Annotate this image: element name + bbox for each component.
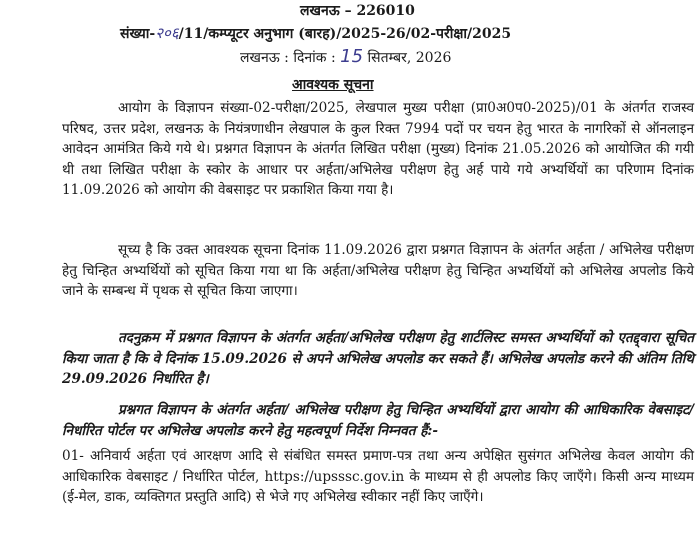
paragraph-4 xyxy=(62,400,694,441)
paragraph-5 xyxy=(62,446,694,508)
reference-suffix: /11/कम्प्यूटर अनुभाग (बारह)/2025-26/02-परीक्षा/2025 xyxy=(178,26,512,42)
date-suffix: सितम्बर, 2026 xyxy=(367,50,452,66)
paragraph-1-text: आयोग के विज्ञापन संख्या-02-परीक्षा/2025, लेखपाल मुख्य परीक्षा (प्रा0अ0प0-2025)/01 के अंतर्गत राजस्व परिषद, उत्तर प्रदेश, लखनऊ के नियंत्रणाधीन लेखपाल के कुल रिक्त 7994 पदों पर चयन हेतु भारत के नागरिकों से ऑनलाइन आवेदन आमंत्रित किये गये थे। प्रश्नगत विज्ञापन के अंतर्गत लिखित परीक्षा (मुख्य) दिनांक 21.05.2026 को आयोजित की गयी थी तथा लिखित परीक्षा के स्कोर के आधार पर अर्हता/अभिलेख परीक्षण हेतु अर्ह पाये गये अभ्यर्थियों का परिणाम दिनांक 11.09.2026 को आयोग की वेबसाइट पर प्रकाशित किया गया है। xyxy=(62,100,694,198)
paragraph-3 xyxy=(62,328,694,390)
city-pincode: लखनऊ – 226010 xyxy=(300,3,415,19)
paragraph-3-text: तदनुक्रम में प्रश्नगत विज्ञापन के अंतर्गत अर्हता/अभिलेख परीक्षण हेतु शार्टलिस्ट समस्त अभ्यर्थियों को एतद्द्वारा सूचित किया जाता है कि वे दिनांक 15.09.2026 से अपने अभिलेख अपलोड कर सकते हैं। अभिलेख अपलोड करने की अंतिम तिथि 29.09.2026 निर्धारित है। xyxy=(62,330,694,387)
issue-date xyxy=(240,48,451,67)
reference-number xyxy=(120,24,511,43)
paragraph-1 xyxy=(62,98,694,201)
reference-handwritten-number: २०६ xyxy=(155,24,179,42)
paragraph-2 xyxy=(62,240,694,302)
reference-prefix: संख्या- xyxy=(120,26,156,42)
notice-title: आवश्यक सूचना xyxy=(292,77,374,93)
date-label: लखनऊ : दिनांक : xyxy=(240,50,336,66)
paragraph-5-text: 01- अनिवार्य अर्हता एवं आरक्षण आदि से संबंधित समस्त प्रमाण-पत्र तथा अन्य अपेक्षित सुसंगत अभिलेख केवल आयोग की आधिकारिक वेबसाइट / निर्धारित पोर्टल, https://upsssc.gov.in के माध्यम से ही अपलोड किए जाएँगे। किसी अन्य माध्यम (ई-मेल, डाक, व्यक्तिगत प्रस्तुति आदि) से भेजे गए अभिलेख स्वीकार नहीं किए जाएँगे। xyxy=(62,448,694,505)
date-handwritten-day: 15 xyxy=(340,46,364,67)
paragraph-4-text: प्रश्नगत विज्ञापन के अंतर्गत अर्हता/ अभिलेख परीक्षण हेतु चिन्हित अभ्यर्थियों द्वारा आयोग की आधिकारिक वेबसाइट/निर्धारित पोर्टल पर अभिलेख अपलोड करने हेतु महत्वपूर्ण निर्देश निम्नवत हैं:- xyxy=(62,402,694,439)
paragraph-2-text: सूच्य है कि उक्त आवश्यक सूचना दिनांक 11.09.2026 द्वारा प्रश्नगत विज्ञापन के अंतर्गत अर्हता / अभिलेख परीक्षण हेतु चिन्हित अभ्यर्थियों को सूचित किया गया था कि अर्हता/अभिलेख परीक्षण हेतु चिन्हित अभ्यर्थियों को अभिलेख अपलोड किये जाने के सम्बन्ध में पृथक से सूचित किया जाएगा। xyxy=(62,242,694,299)
